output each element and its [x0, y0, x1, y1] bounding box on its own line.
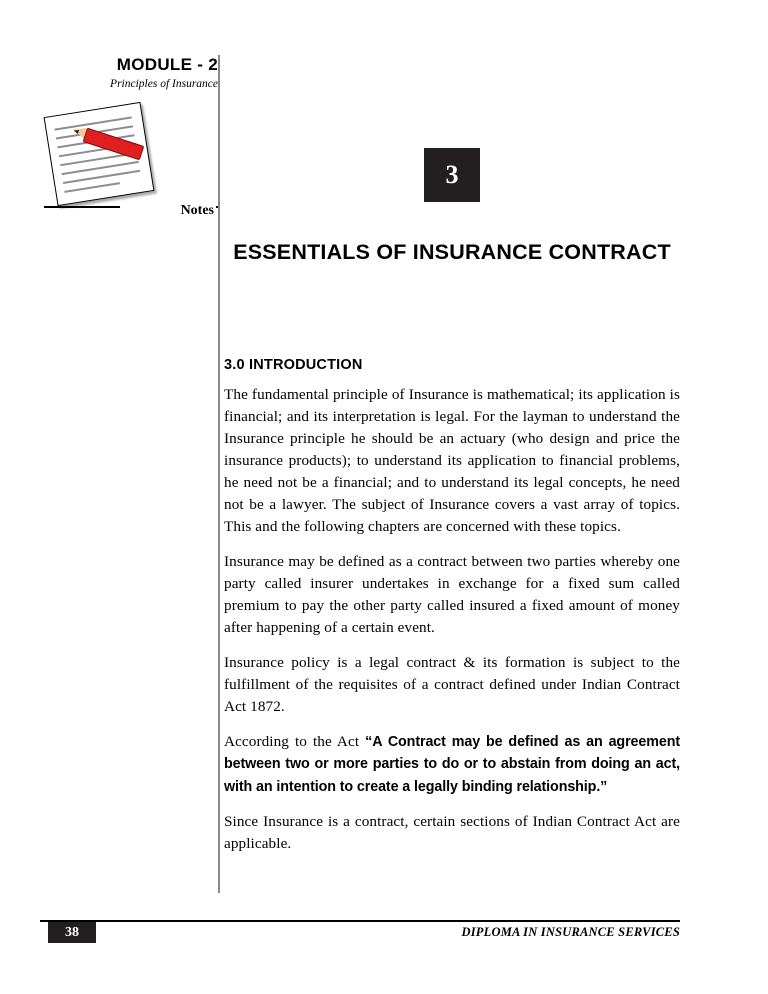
- notes-paper-pencil-icon: [42, 105, 172, 215]
- section-heading: 3.0 INTRODUCTION: [224, 357, 363, 374]
- act-paragraph: [224, 731, 680, 797]
- paragraph: Insurance policy is a legal contract & its formation is subject to the fulfillment of the requisites of a contract defined under Indian Contract Act 1872.: [224, 654, 680, 716]
- act-quote: “A Contract may be defined as an agreement between two or more parties to do or to abstain from doing an act, with an intention to create a legally binding relationship.”: [224, 734, 680, 795]
- module-subtitle: Principles of Insurance: [110, 78, 218, 90]
- paragraph: Insurance may be defined as a contract between two parties whereby one party called insurer undertakes in exchange for a fixed sum called premium to pay the other party called insured a fixed amount of money after happening of a certain event.: [224, 553, 680, 637]
- notes-label: Notes: [120, 203, 216, 219]
- footer-publication: DIPLOMA IN INSURANCE SERVICES: [461, 925, 680, 939]
- chapter-number-badge: 3: [424, 148, 480, 202]
- footer-divider: [40, 920, 680, 922]
- act-paragraph-lead: According to the Act: [224, 733, 366, 751]
- margin-column: [40, 55, 220, 90]
- page-number: 38: [48, 922, 96, 943]
- paragraph: The fundamental principle of Insurance is mathematical; its application is financial; and its interpretation is legal. For the layman to understand the Insurance principle he should be an actuary (who design and price the insurance products); to understand its application to financial problems, he need not be a financial; and to understand its legal concepts, he need not be a lawyer. The subject of Insurance covers a vast array of topics. This and the following chapters are concerned with these topics.: [224, 386, 680, 536]
- chapter-title: ESSENTIALS OF INSURANCE CONTRACT: [233, 240, 671, 264]
- module-label: MODULE - 2: [116, 55, 218, 74]
- closing-paragraph: Since Insurance is a contract, certain sections of Indian Contract Act are applicable.: [224, 812, 680, 852]
- vertical-divider: [218, 55, 220, 893]
- main-content: [224, 55, 680, 855]
